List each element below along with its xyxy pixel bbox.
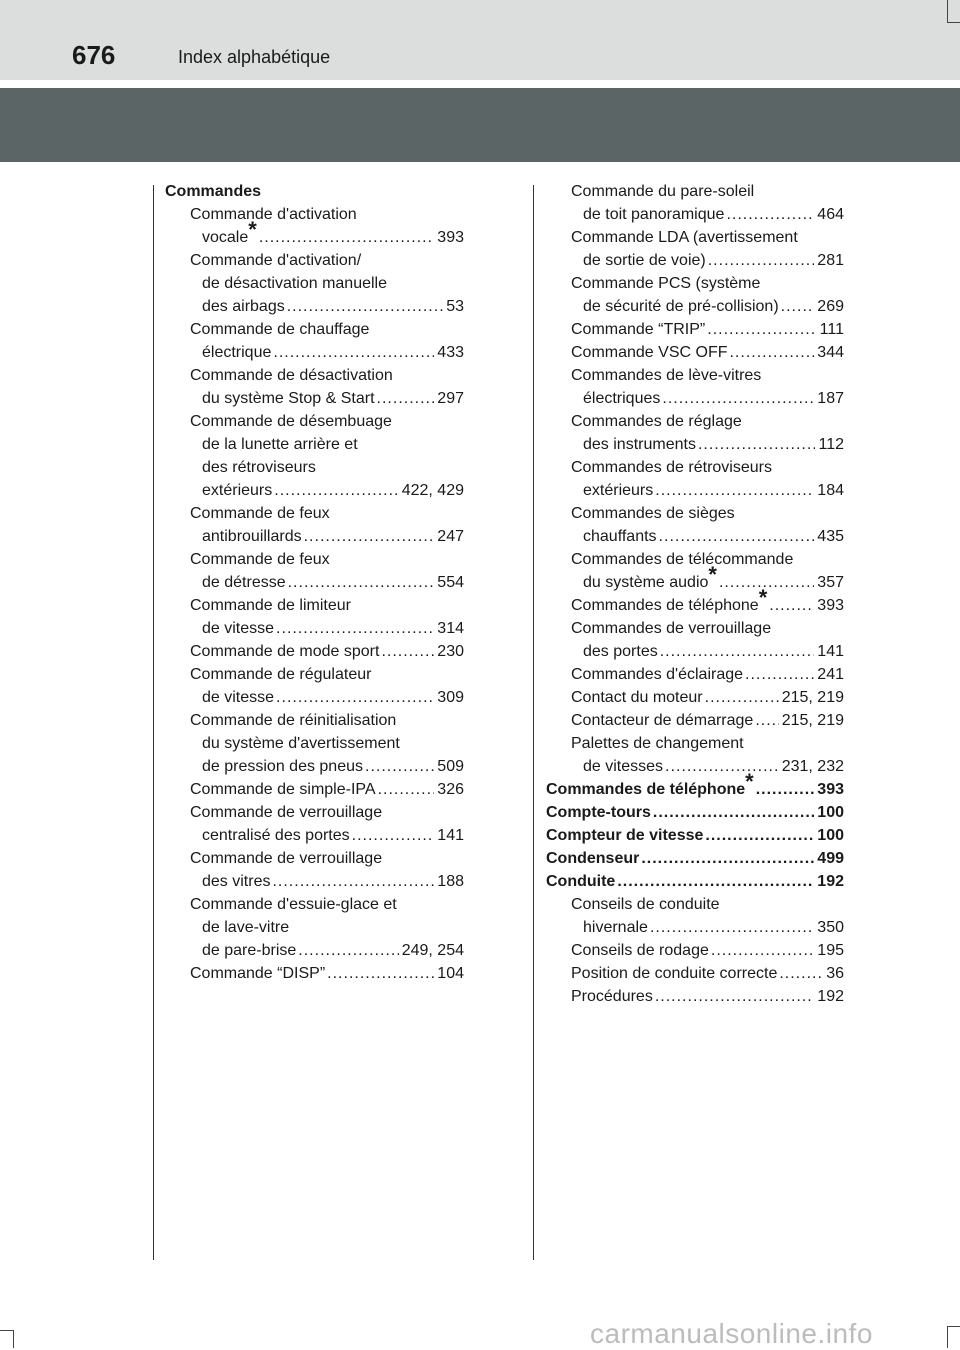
- index-entry-term: de sortie de voie): [583, 252, 706, 269]
- index-entry-term: centralisé des portes: [202, 827, 350, 844]
- leader-dots: [365, 755, 434, 778]
- index-entry-term: Conseils de rodage: [571, 942, 709, 959]
- index-entry-page: 326: [437, 781, 464, 798]
- index-entry-term: de toit panoramique: [583, 206, 725, 223]
- index-entry-term: de vitesses: [583, 758, 664, 775]
- index-entry-page: 309: [437, 689, 464, 706]
- leader-dots: [288, 571, 435, 594]
- index-entry-term: extérieurs: [202, 482, 273, 499]
- index-entry: [165, 548, 464, 571]
- index-entry: [546, 203, 844, 226]
- index-entry: [546, 433, 844, 456]
- index-entry-term: Commande de réinitialisation: [190, 712, 397, 729]
- index-entry: [546, 686, 844, 709]
- leader-dots: [381, 640, 434, 663]
- index-entry-term: Commande de verrouillage: [190, 804, 383, 821]
- index-entry-page: 192: [817, 873, 844, 890]
- index-entry: [165, 778, 464, 801]
- column-rule-middle: [533, 185, 534, 1260]
- index-entry-page: 184: [817, 482, 844, 499]
- index-entry-term: Commande LDA (avertissement: [571, 229, 798, 246]
- leader-dots: [705, 824, 814, 847]
- index-entry-term: Commandes de verrouillage: [571, 620, 772, 637]
- index-entry-term: Commande du pare-soleil: [571, 183, 755, 200]
- leader-dots: [298, 939, 398, 962]
- index-entry-page: 314: [437, 620, 464, 637]
- index-entry: [165, 571, 464, 594]
- index-entry-term: vocale: [202, 229, 249, 246]
- section-banner: [0, 88, 960, 162]
- index-entry-page: 141: [437, 827, 464, 844]
- index-entry: [165, 433, 464, 456]
- leader-dots: [659, 525, 815, 548]
- index-entry: [546, 893, 844, 916]
- index-entry: [165, 479, 464, 502]
- leader-dots: [377, 387, 435, 410]
- index-entry-term: Commandes de sièges: [571, 505, 735, 522]
- index-entry-term: Commandes de télécommande: [571, 551, 794, 568]
- leader-dots: [259, 226, 434, 249]
- leader-dots: [617, 870, 814, 893]
- index-entry: [165, 525, 464, 548]
- index-entry: [546, 709, 844, 732]
- index-entry-term: de détresse: [202, 574, 286, 591]
- index-entry: [165, 364, 464, 387]
- index-entry-page: 433: [437, 344, 464, 361]
- leader-dots: [745, 663, 814, 686]
- index-entry: [165, 893, 464, 916]
- index-entry-term: de sécurité de pré-collision): [583, 298, 779, 315]
- index-entry-term: Commandes de téléphone: [546, 781, 746, 798]
- index-entry-term: Commande de mode sport: [190, 643, 380, 660]
- crop-mark: [947, 0, 948, 22]
- index-entry: [546, 364, 844, 387]
- leader-dots: [272, 870, 434, 893]
- index-entry: [546, 617, 844, 640]
- index-entry-term: Commande de simple-IPA: [190, 781, 376, 798]
- index-entry-term: du système Stop & Start: [202, 390, 375, 407]
- index-entry: [546, 387, 844, 410]
- index-entry-page: 393: [817, 597, 844, 614]
- index-entry: [546, 410, 844, 433]
- column-rule-left: [153, 185, 154, 1260]
- leader-dots: [287, 295, 443, 318]
- index-entry-term: hivernale: [583, 919, 648, 936]
- index-entry: [546, 180, 844, 203]
- leader-dots: [781, 295, 815, 318]
- index-entry: [165, 663, 464, 686]
- index-entry-page: 509: [437, 758, 464, 775]
- index-entry-term: Commande d'essuie-glace et: [190, 896, 397, 913]
- index-entry-term: Commande d'activation: [190, 206, 357, 223]
- watermark-logo: carmanualsonline.info: [590, 1318, 873, 1349]
- index-entry-page: 247: [437, 528, 464, 545]
- index-entry: [546, 732, 844, 755]
- index-entry: [546, 272, 844, 295]
- leader-dots: [327, 962, 434, 985]
- index-entry-term: Commande de chauffage: [190, 321, 370, 338]
- leader-dots: [707, 318, 816, 341]
- index-entry-term: des rétroviseurs: [202, 459, 316, 476]
- index-entry: [165, 847, 464, 870]
- index-entry: [165, 502, 464, 525]
- index-entry: [546, 769, 844, 801]
- index-entry-page: 188: [437, 873, 464, 890]
- index-entry: [165, 318, 464, 341]
- index-entry-term: Conduite: [546, 873, 616, 890]
- index-entry-term: électrique: [202, 344, 272, 361]
- crop-mark: [947, 22, 960, 23]
- index-entry: [546, 585, 844, 617]
- leader-dots: [653, 801, 814, 824]
- leader-dots: [705, 686, 779, 709]
- index-entry: [165, 801, 464, 824]
- index-entry-page: 350: [817, 919, 844, 936]
- index-entry: [546, 640, 844, 663]
- index-entry-page: 393: [817, 781, 844, 798]
- index-entry: [165, 686, 464, 709]
- index-entry-term: électriques: [583, 390, 661, 407]
- index-entry-term: Commande PCS (système: [571, 275, 761, 292]
- leader-dots: [378, 778, 435, 801]
- index-entry-term: des portes: [583, 643, 658, 660]
- index-entry-term: Position de conduite correcte: [571, 965, 778, 982]
- index-entry-term: du système d'avertissement: [202, 735, 400, 752]
- index-entry-page: 249, 254: [401, 942, 464, 959]
- index-entry-term: Commande de désactivation: [190, 367, 393, 384]
- index-entry-term: Contact du moteur: [571, 689, 703, 706]
- index-entry-page: 53: [446, 298, 464, 315]
- index-entry-page: 422, 429: [401, 482, 464, 499]
- index-entry-term: Commande d'activation/: [190, 252, 362, 269]
- leader-dots: [655, 479, 814, 502]
- page-title: Index alphabétique: [178, 47, 331, 67]
- leader-dots: [729, 341, 814, 364]
- index-entry-term: Compte-tours: [546, 804, 651, 821]
- leader-dots: [304, 525, 435, 548]
- index-entry-page: 269: [817, 298, 844, 315]
- index-entry: [165, 870, 464, 893]
- index-entry: [165, 456, 464, 479]
- crop-mark: [0, 1330, 14, 1331]
- leader-dots: [276, 617, 434, 640]
- index-entry: [546, 456, 844, 479]
- index-entry-page: 464: [817, 206, 844, 223]
- index-entry-page: 499: [817, 850, 844, 867]
- leader-dots: [755, 709, 778, 732]
- index-entry: [165, 217, 464, 249]
- index-entry-term: chauffants: [583, 528, 657, 545]
- index-entry-page: 241: [817, 666, 844, 683]
- index-entry: [165, 755, 464, 778]
- page-number: 676: [72, 40, 116, 70]
- page-header: [0, 0, 960, 80]
- index-entry: [546, 847, 844, 870]
- index-entry: [165, 387, 464, 410]
- index-entry-page: 187: [817, 390, 844, 407]
- crop-mark: [13, 1330, 14, 1348]
- leader-dots: [711, 939, 814, 962]
- index-entry-term: Commandes de lève-vitres: [571, 367, 762, 384]
- index-entry: [165, 295, 464, 318]
- index-entry-page: 215, 219: [781, 689, 844, 706]
- leader-dots: [274, 479, 398, 502]
- index-entry-term: Commande de régulateur: [190, 666, 372, 683]
- index-entry: [165, 824, 464, 847]
- index-entry-page: 297: [437, 390, 464, 407]
- index-entry-page: 231, 232: [781, 758, 844, 775]
- leader-dots: [273, 341, 434, 364]
- footnote-asterisk: *: [708, 562, 717, 587]
- index-entry-term: de pare-brise: [202, 942, 297, 959]
- index-entry-term: Commandes d'éclairage: [571, 666, 744, 683]
- crop-mark: [947, 1326, 960, 1327]
- index-entry: [165, 939, 464, 962]
- index-entry-page: 195: [817, 942, 844, 959]
- index-entry: [165, 732, 464, 755]
- leader-dots: [769, 594, 814, 617]
- index-entry-term: Commandes de rétroviseurs: [571, 459, 772, 476]
- index-entry: [165, 916, 464, 939]
- index-entry-term: Commande “DISP”: [190, 965, 326, 982]
- index-entry-term: de pression des pneus: [202, 758, 363, 775]
- index-entry-term: Commandes: [165, 183, 262, 200]
- index-entry-term: de la lunette arrière et: [202, 436, 358, 453]
- index-entry-page: 281: [817, 252, 844, 269]
- leader-dots: [655, 985, 814, 1008]
- index-entry-term: Commande de feux: [190, 551, 330, 568]
- index-entry: [165, 410, 464, 433]
- index-entry: [546, 801, 844, 824]
- index-entry-term: Commandes de réglage: [571, 413, 742, 430]
- index-entry-term: extérieurs: [583, 482, 654, 499]
- index-entry-term: antibrouillards: [202, 528, 302, 545]
- index-entry: [546, 295, 844, 318]
- index-entry-page: 104: [437, 965, 464, 982]
- index-entry: [546, 525, 844, 548]
- index-entry-term: Commandes de téléphone: [571, 597, 759, 614]
- index-entry-term: des vitres: [202, 873, 271, 890]
- index-entry-term: Commande de désembuage: [190, 413, 392, 430]
- footnote-asterisk: *: [758, 585, 768, 610]
- index-entry: [165, 272, 464, 295]
- index-entry-term: des instruments: [583, 436, 696, 453]
- index-entry: [546, 824, 844, 847]
- leader-dots: [352, 824, 435, 847]
- leader-dots: [641, 847, 814, 870]
- index-entry-term: Commande de limiteur: [190, 597, 351, 614]
- index-entry: [546, 916, 844, 939]
- index-entry: [165, 180, 464, 203]
- index-entry: [546, 562, 844, 594]
- leader-dots: [662, 387, 814, 410]
- index-entry: [165, 709, 464, 732]
- leader-dots: [698, 433, 816, 456]
- index-entry: [546, 226, 844, 249]
- index-entry-page: 141: [817, 643, 844, 660]
- index-entry-page: 393: [437, 229, 464, 246]
- leader-dots: [779, 962, 823, 985]
- footnote-asterisk: *: [248, 217, 257, 242]
- index-entry-term: de vitesse: [202, 620, 275, 637]
- index-entry: [546, 249, 844, 272]
- index-entry-page: 554: [437, 574, 464, 591]
- index-entry: [165, 617, 464, 640]
- index-entry-term: Compteur de vitesse: [546, 827, 704, 844]
- index-entry-page: 100: [817, 827, 844, 844]
- leader-dots: [660, 640, 815, 663]
- index-entry-page: 230: [437, 643, 464, 660]
- index-entry-page: 215, 219: [781, 712, 844, 729]
- leader-dots: [708, 249, 815, 272]
- index-entry: [165, 249, 464, 272]
- crop-mark: [947, 1326, 948, 1348]
- index-entry-term: Commande “TRIP”: [571, 321, 706, 338]
- index-entry-term: Commande de feux: [190, 505, 330, 522]
- index-entry-page: 344: [817, 344, 844, 361]
- index-entry: [546, 548, 844, 571]
- leader-dots: [756, 778, 815, 801]
- index-entry: [165, 203, 464, 226]
- index-entry-term: Contacteur de démarrage: [571, 712, 754, 729]
- index-entry-term: Condenseur: [546, 850, 640, 867]
- footnote-asterisk: *: [745, 769, 754, 794]
- index-entry-page: 111: [819, 321, 844, 338]
- index-entry: [165, 962, 464, 985]
- index-entry-term: du système audio: [583, 574, 709, 591]
- index-entry: [546, 939, 844, 962]
- index-entry: [546, 318, 844, 341]
- index-entry-term: Commande de verrouillage: [190, 850, 383, 867]
- index-column-right: [546, 180, 844, 1008]
- index-entry: [546, 985, 844, 1008]
- index-entry-term: Conseils de conduite: [571, 896, 720, 913]
- index-entry-page: 100: [817, 804, 844, 821]
- index-column-left: [165, 180, 464, 985]
- index-entry: [546, 755, 844, 778]
- index-entry-term: Procédures: [571, 988, 653, 1005]
- index-entry: [546, 502, 844, 525]
- index-entry-term: Commande VSC OFF: [571, 344, 728, 361]
- leader-dots: [665, 755, 779, 778]
- leader-dots: [650, 916, 814, 939]
- index-entry-page: 36: [826, 965, 844, 982]
- index-entry: [165, 341, 464, 364]
- index-entry-page: 357: [817, 574, 844, 591]
- index-entry: [546, 962, 844, 985]
- index-entry-term: de lave-vitre: [202, 919, 290, 936]
- index-entry: [165, 594, 464, 617]
- index-entry-page: 192: [817, 988, 844, 1005]
- leader-dots: [726, 203, 814, 226]
- index-entry-term: de vitesse: [202, 689, 275, 706]
- index-entry: [165, 640, 464, 663]
- index-entry-term: de désactivation manuelle: [202, 275, 388, 292]
- index-entry: [546, 870, 844, 893]
- index-entry-page: 112: [818, 436, 844, 453]
- index-entry: [546, 663, 844, 686]
- index-entry-term: des airbags: [202, 298, 285, 315]
- leader-dots: [276, 686, 434, 709]
- index-entry-term: Palettes de changement: [571, 735, 744, 752]
- index-entry: [546, 479, 844, 502]
- index-entry-page: 435: [817, 528, 844, 545]
- index-entry: [546, 341, 844, 364]
